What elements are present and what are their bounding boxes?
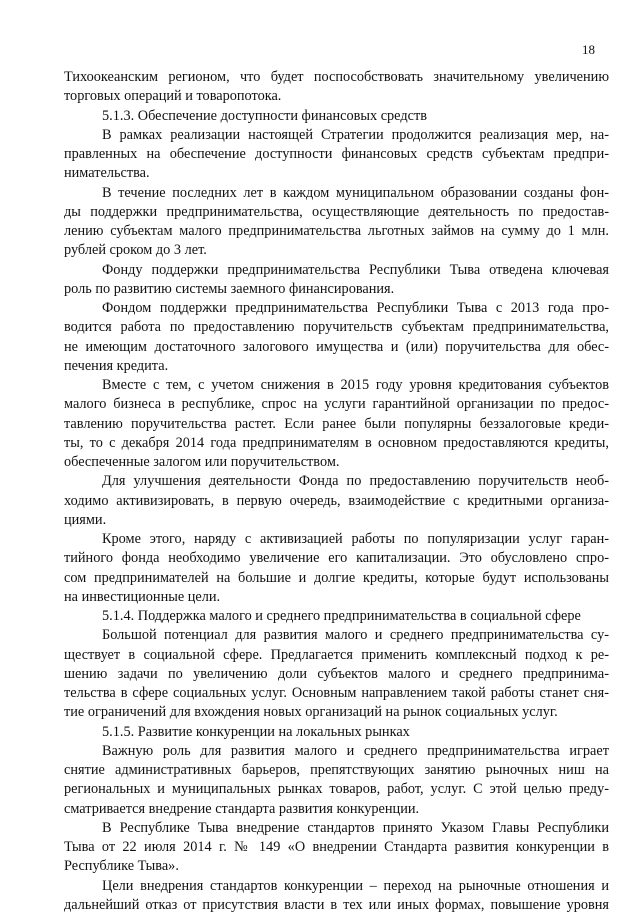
text-line: водится работа по предоставлению поручительств субъектам предпринимательства,: [64, 319, 609, 336]
text-line: Для улучшения деятельности Фонда по предоставлению поручительств необ-: [102, 473, 609, 490]
text-line: тельства в сфере социальных услуг. Основным направлением такой работы станет сня-: [64, 685, 609, 701]
text-line: роль по развитию системы заемного финансирования.: [64, 280, 395, 297]
text-line: нимательства.: [64, 165, 150, 182]
text-line: Фонду поддержки предпринимательства Республики Тыва отведена ключевая: [102, 261, 609, 278]
text-line: правленных на обеспечение доступности финансовых средств субъектам предпри-: [64, 146, 609, 162]
text-line: снятие административных барьеров, препятствующих занятию рыночных ниш на: [64, 762, 609, 778]
text-line: не имеющим достаточного залогового имущества и (или) поручительства для обес-: [64, 338, 609, 355]
text-line: лению субъектам малого предпринимательства льготных займов на сумму до 1 млн.: [64, 223, 609, 239]
text-line: Республике Тыва».: [64, 858, 179, 875]
text-line: циями.: [64, 511, 107, 528]
section-heading-5-1-5: 5.1.5. Развитие конкуренции на локальных рынках: [102, 723, 410, 740]
text-line: шению задачи по увеличению доли субъектов малого и среднего предпринима-: [64, 665, 609, 682]
text-line: региональных и муниципальных рынках товаров, работ, услуг. С этой целью преду-: [64, 781, 609, 798]
body-text: [64, 68, 609, 915]
text-line: торговых операций и товаропотока.: [64, 88, 282, 105]
text-line: сом предпринимателей на большие и долгие кредиты, которые будут использованы: [64, 569, 609, 586]
text-line: обеспеченные залогом или поручительством.: [64, 454, 340, 470]
section-heading-5-1-3: 5.1.3. Обеспечение доступности финансовых средств: [102, 107, 427, 124]
text-line: ты, то с декабря 2014 года предпринимателям в основном предоставляются кредиты,: [64, 434, 609, 451]
page-number: 18: [582, 42, 595, 57]
text-line: Важную роль для развития малого и среднего предпринимательства играет: [102, 742, 609, 759]
text-line: рублей сроком до 3 лет.: [64, 242, 207, 259]
section-heading-5-1-4: 5.1.4. Поддержка малого и среднего предпринимательства в социальной сфере: [102, 608, 581, 624]
text-line: Кроме этого, наряду с активизацией работы по популяризации услуг гаран-: [102, 531, 609, 547]
text-line: Вместе с тем, с учетом снижения в 2015 году уровня кредитования субъектов: [102, 377, 609, 393]
text-line: В Республике Тыва внедрение стандартов принято Указом Главы Республики: [102, 819, 609, 836]
text-line: дальнейший отказ от присутствия власти в тех или иных формах, повышение уровня: [64, 896, 609, 913]
text-line: ходимо активизировать, в первую очередь, взаимодействие с кредитными организа-: [64, 492, 609, 509]
text-line: тийного фонда необходимо увеличение его капитализации. Это обусловлено спро-: [64, 550, 609, 567]
text-line: В течение последних лет в каждом муниципальном образовании созданы фон-: [102, 184, 609, 201]
text-line: Фондом поддержки предпринимательства Республики Тыва с 2013 года про-: [102, 300, 609, 316]
text-line: сматривается внедрение стандарта развития конкуренции.: [64, 800, 420, 817]
text-line: ществует в социальной сфере. Предлагается применить комплексный подход к ре-: [64, 646, 609, 663]
text-line: малого бизнеса в республике, спрос на услуги гарантийной организации по предос-: [64, 396, 609, 413]
text-line: тие ограничений для вхождения новых организаций на рынок социальных услуг.: [64, 704, 558, 721]
text-line: ды поддержки предпринимательства, осуществляющие деятельность по предостав-: [64, 203, 609, 220]
text-line: Тыва от 22 июля 2014 г. № 149 «О внедрении Стандарта развития конкуренции в: [64, 839, 609, 855]
text-line: на инвестиционные цели.: [64, 588, 221, 605]
text-line: В рамках реализации настоящей Стратегии продолжится реализация мер, на-: [102, 126, 609, 143]
text-line: Цели внедрения стандартов конкуренции – переход на рыночные отношения и: [102, 877, 609, 894]
text-line: Большой потенциал для развития малого и среднего предпринимательства су-: [102, 627, 609, 644]
text-line: Тихоокеанским регионом, что будет поспособствовать значительному увеличению: [64, 69, 609, 85]
text-line: печения кредита.: [64, 357, 169, 374]
text-line: тавлению поручительства растет. Если ранее были популярны беззалоговые креди-: [64, 415, 609, 432]
